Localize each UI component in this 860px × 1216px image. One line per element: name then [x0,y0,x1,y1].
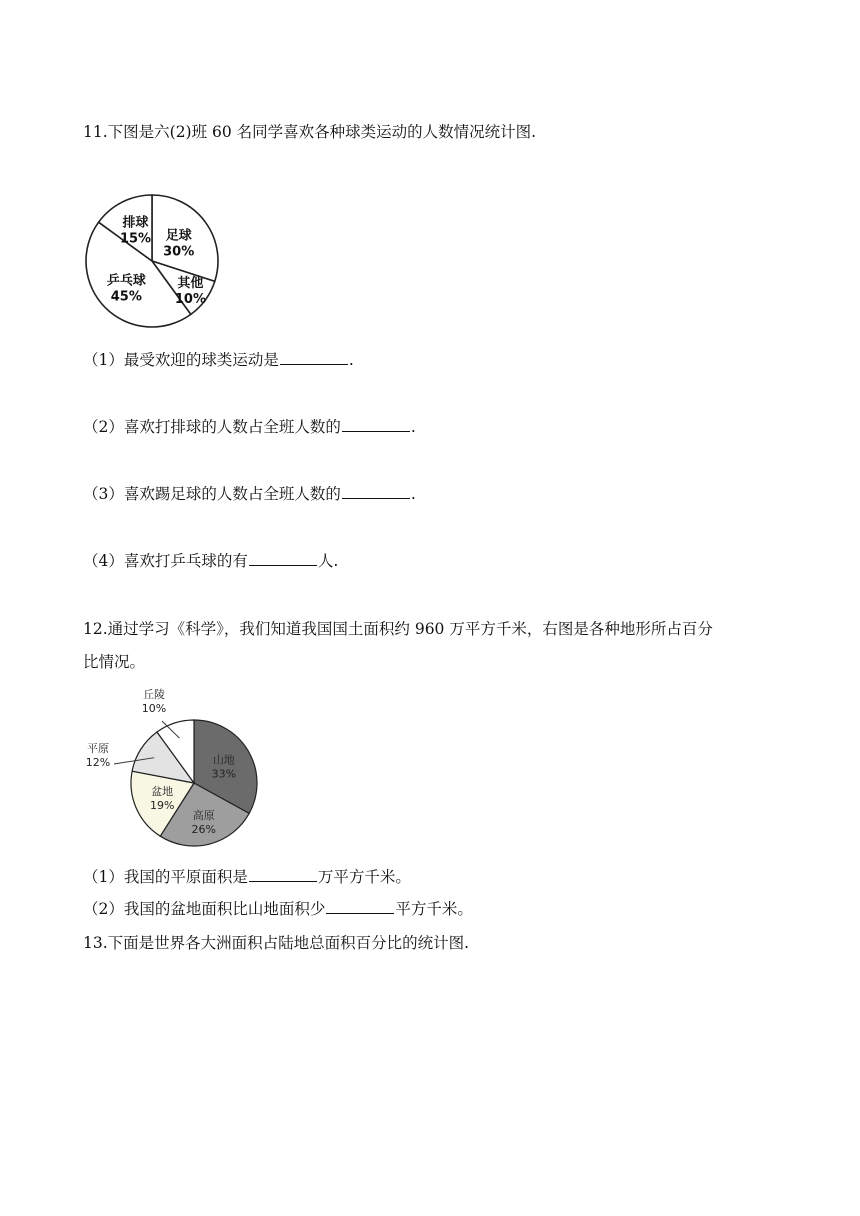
pie-value-label-1-3: 15% [119,231,152,247]
pie-value-label-2-1: 26% [191,822,216,836]
pie-value-label-2-2: 19% [149,798,175,812]
answer-blank[interactable] [280,349,348,365]
q11-part-3-text: （3）喜欢踢足球的人数占全班人数的 [83,485,341,503]
pie-label-1-3: 排球 [122,215,149,231]
pie-value-label-1-1: 10% [174,291,207,307]
q11-part-1-end: . [348,351,354,369]
q12-stem-line-1: 12.通过学习《科学》，我们知道我国国土面积约 960 万平方千米，右图是各种地形所占百分 [83,620,713,638]
pie-label-2-3: 平原 [87,742,109,755]
answer-blank[interactable] [249,866,317,882]
answer-blank[interactable] [249,550,317,566]
pie-value-label-2-0: 33% [211,767,237,781]
q11-stem: 11.下图是六(2)班 60 名同学喜欢各种球类运动的人数情况统计图. [83,123,537,141]
q12-part-2-end: 平方千米。 [395,900,473,918]
pie-value-label-1-0: 30% [163,244,195,260]
pie-label-2-2: 盆地 [151,784,174,798]
q11-part-3-end: . [410,485,416,503]
pie-value-label-2-3: 12% [85,756,111,769]
q11-part-3 [83,483,416,505]
q12-part-2-text: （2）我国的盆地面积比山地面积少 [83,900,326,918]
q11-part-4-text: （4）喜欢打乒乓球的有 [83,552,248,570]
q11-part-2-end: . [410,418,416,436]
answer-blank[interactable] [326,898,394,914]
q12-part-2 [83,898,473,920]
pie-value-label-1-2: 45% [110,289,142,305]
pie-chart-terrain [82,686,262,856]
pie-chart-ball-sports [82,193,222,329]
answer-blank[interactable] [342,483,410,499]
q11-part-2-text: （2）喜欢打排球的人数占全班人数的 [83,418,341,436]
pie-label-1-2: 乒乓球 [106,273,146,289]
pie-label-1-1: 其他 [177,275,204,291]
q11-part-2 [83,416,416,438]
q12-part-1-text: （1）我国的平原面积是 [83,868,248,886]
q11-part-1 [83,349,354,371]
q12-stem-line-2: 比情况。 [83,653,146,671]
q11-part-4 [83,550,338,572]
pie-value-label-2-4: 10% [141,702,167,715]
answer-blank[interactable] [342,416,410,432]
q12-part-1 [83,866,411,888]
q11-part-1-text: （1）最受欢迎的球类运动是 [83,351,279,369]
q13-stem: 13.下面是世界各大洲面积占陆地总面积百分比的统计图. [83,934,470,952]
pie-label-2-0: 山地 [212,753,235,767]
pie-label-2-1: 高原 [192,808,215,822]
q11-part-4-end: 人. [317,552,339,570]
q12-part-1-end: 万平方千米。 [317,868,411,886]
pie-label-1-0: 足球 [165,228,192,244]
pie-label-2-4: 丘陵 [143,688,165,701]
